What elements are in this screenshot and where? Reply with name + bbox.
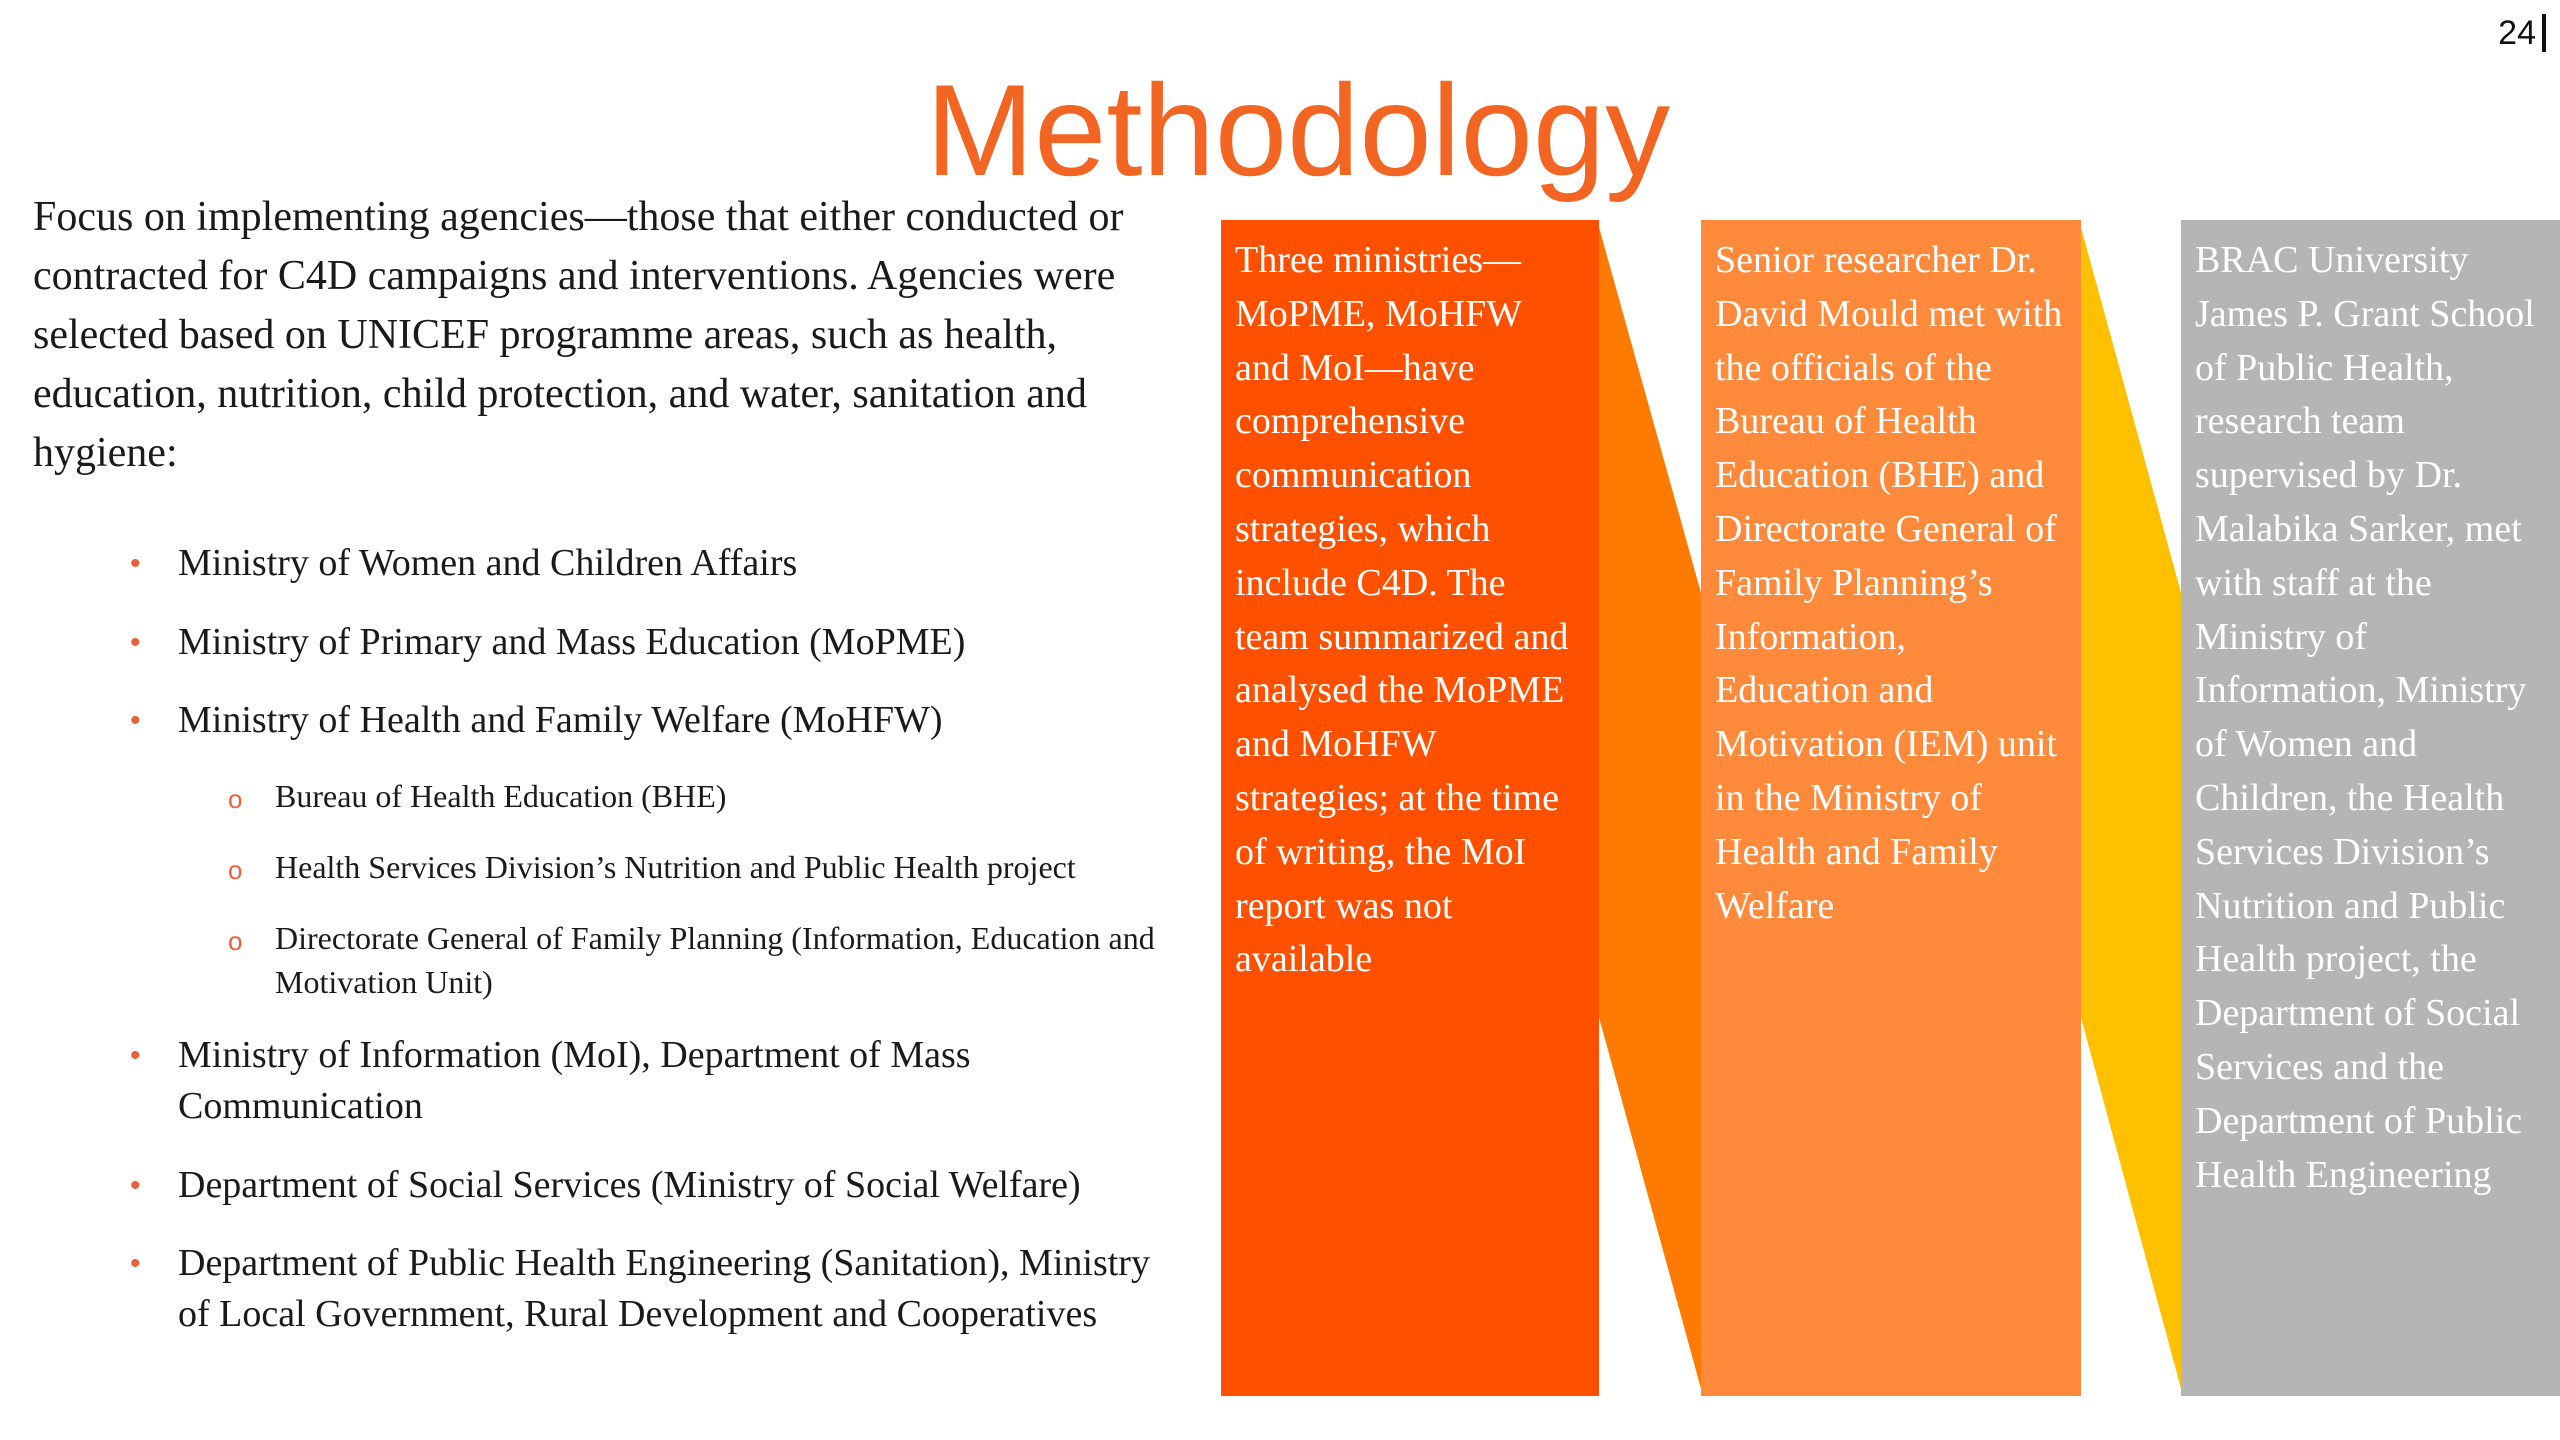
ministries-strategy-panel: Three ministries—MoPME, MoHFW and MoI—have comprehensive communication strategies, which include C4D. The team summarized and analysed the MoPME and MoHFW strategies; at the time of writing, the MoI report was not available — [1221, 220, 1599, 1396]
bullet-icon: • — [130, 1247, 141, 1280]
yellow-fold-connector — [2079, 220, 2183, 1396]
orange-fold-connector — [1597, 220, 1703, 1396]
list-item-text: Department of Public Health Engineering (Sanitation), Ministry of Local Government, Rural Development and Cooperatives — [178, 1242, 1150, 1335]
circle-bullet-icon: o — [228, 784, 243, 814]
list-item-text: Health Services Division’s Nutrition and Public Health project — [275, 849, 1076, 885]
circle-bullet-icon: o — [228, 855, 243, 885]
intro-paragraph: Focus on implementing agencies—those that either conducted or contracted for C4D campaigns and interventions. Agencies were selected based on UNICEF programme areas, such as health, education, nutrition, child protection, and water, sanitation and hygiene: — [33, 194, 1124, 476]
list-item-text: Ministry of Primary and Mass Education (MoPME) — [178, 621, 966, 663]
circle-bullet-icon: o — [228, 926, 243, 956]
bullet-icon: • — [130, 547, 141, 580]
bullet-icon: • — [130, 1039, 141, 1072]
bullet-icon: • — [130, 626, 141, 659]
list-item-text: Bureau of Health Education (BHE) — [275, 778, 727, 814]
brac-university-panel: BRAC University James P. Grant School of Public Health, research team supervised by Dr. Malabika Sarker, met with staff at the Ministry of Information, Ministry of Women and Children, the Health Services Division’s Nutrition and Public Health project, the Department of Social Services and the Department of Public Health Engineering — [2181, 220, 2560, 1396]
list-item-text: Ministry of Health and Family Welfare (MoHFW) — [178, 699, 943, 741]
list-item-text: Directorate General of Family Planning (Information, Education and Motivation Unit) — [275, 920, 1155, 1000]
slide-title: Methodology — [925, 57, 1671, 203]
bullet-icon: • — [130, 704, 141, 737]
list-item-text: Ministry of Information (MoI), Department of Mass Communication — [178, 1034, 971, 1127]
senior-researcher-panel: Senior researcher Dr. David Mould met with the officials of the Bureau of Health Education (BHE) and Directorate General of Family Planning’s Information, Education and Motivation (IEM) unit in the Ministry of Health and Family Welfare — [1701, 220, 2081, 1396]
list-item-text: Ministry of Women and Children Affairs — [178, 542, 798, 584]
list-item-text: Department of Social Services (Ministry of Social Welfare) — [178, 1164, 1081, 1206]
page-number: 24 — [2498, 14, 2546, 52]
bullet-icon: • — [130, 1169, 141, 1202]
